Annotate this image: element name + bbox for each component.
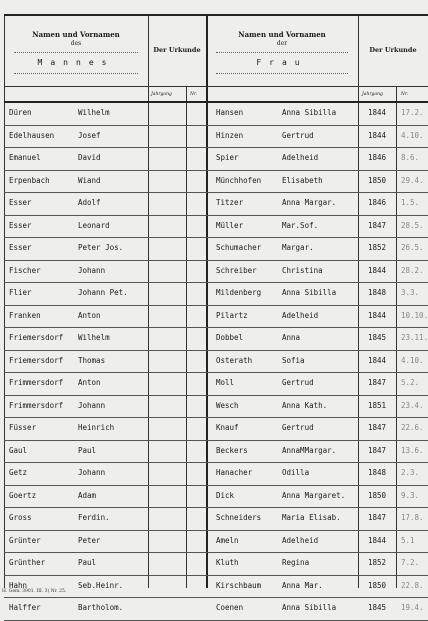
- table-row: [0, 508, 428, 531]
- record-year: 1847: [368, 423, 387, 432]
- female-surname: Wesch: [216, 400, 239, 410]
- table-row: [0, 553, 428, 576]
- female-given-name: Gertrud: [282, 130, 314, 140]
- table-row: [0, 103, 428, 126]
- nr-label-right: Nr.: [401, 92, 409, 97]
- male-given-name: Anton: [78, 378, 101, 387]
- male-surname: Esser: [9, 243, 32, 252]
- record-date: 10.10.: [401, 310, 428, 320]
- male-surname: Esser: [9, 198, 32, 207]
- table-row: [0, 531, 428, 554]
- record-year: 1850: [368, 490, 387, 500]
- female-given-name: Gertrud: [282, 378, 314, 387]
- female-header-title: Namen und Vornamen: [238, 30, 326, 39]
- female-surname: Hansen: [216, 108, 244, 117]
- male-header-title: Namen und Vornamen: [32, 30, 120, 39]
- nr-label-left: Nr.: [190, 92, 198, 97]
- record-year: 1844: [368, 265, 387, 275]
- record-date: 26.5.: [401, 243, 424, 252]
- table-row: [0, 261, 428, 284]
- male-surname: Erpenbach: [9, 175, 50, 185]
- record-year: 1847: [368, 378, 387, 387]
- female-given-name: Adelheid: [282, 535, 319, 545]
- female-given-name: Gertrud: [282, 423, 314, 432]
- male-given-name: Ferdin.: [78, 513, 110, 522]
- female-given-name: Adelheid: [282, 153, 319, 162]
- male-surname: Goertz: [9, 490, 37, 500]
- male-surname: Getz: [9, 468, 28, 477]
- record-date: 28.5.: [401, 220, 424, 230]
- female-given-name: Margar.: [282, 243, 314, 252]
- female-header-word: Frau: [256, 58, 308, 67]
- male-given-name: Paul: [78, 445, 97, 455]
- male-given-name: Johann: [78, 265, 106, 275]
- male-given-name: Adolf: [78, 198, 101, 207]
- table-row: [0, 373, 428, 396]
- record-year: 1850: [368, 580, 387, 590]
- male-given-name: Paul: [78, 558, 97, 567]
- record-year: 1848: [368, 468, 387, 477]
- record-date: 23.11.: [401, 333, 428, 342]
- female-surname: Osterath: [216, 355, 253, 365]
- table-row: [0, 463, 428, 486]
- top-rule: [4, 14, 428, 16]
- record-year: 1850: [368, 175, 387, 185]
- table-row: [0, 171, 428, 194]
- table-row: [0, 193, 428, 216]
- record-year: 1847: [368, 220, 387, 230]
- record-date: 28.2.: [401, 265, 424, 275]
- dotted-line: [14, 73, 138, 74]
- male-surname: Halffer: [9, 603, 41, 612]
- female-surname: Spier: [216, 153, 239, 162]
- female-surname: Kirschbaum: [216, 580, 262, 590]
- table-row: [0, 148, 428, 171]
- male-given-name: Wilhelm: [78, 108, 110, 117]
- male-surname: Edelhausen: [9, 130, 55, 140]
- female-surname: Coenen: [216, 603, 244, 612]
- female-given-name: Anna Mar.: [282, 580, 323, 590]
- female-surname: Schreiber: [216, 265, 257, 275]
- female-surname: Pilartz: [216, 310, 248, 320]
- male-surname: Emanuel: [9, 153, 41, 162]
- male-surname: Fischer: [9, 265, 41, 275]
- male-given-name: Johann: [78, 468, 106, 477]
- record-date: 1.5.: [401, 198, 420, 207]
- male-given-name: Peter: [78, 535, 101, 545]
- urkunde-header-left: Der Urkunde: [153, 46, 201, 54]
- urkunde-header-right: Der Urkunde: [369, 46, 417, 54]
- male-given-name: Josef: [78, 130, 101, 140]
- record-date: 2.3.: [401, 468, 420, 477]
- female-given-name: Regina: [282, 558, 310, 567]
- female-given-name: Anna Sibilla: [282, 108, 337, 117]
- female-surname: Schneiders: [216, 513, 262, 522]
- male-given-name: Thomas: [78, 355, 106, 365]
- female-given-name: Elisabeth: [282, 175, 323, 185]
- female-surname: Moll: [216, 378, 235, 387]
- male-surname: Grünther: [9, 558, 46, 567]
- record-year: 1847: [368, 513, 387, 522]
- male-header-des: des: [70, 40, 82, 47]
- male-given-name: David: [78, 153, 101, 162]
- record-date: 13.6.: [401, 445, 424, 455]
- record-year: 1844: [368, 130, 387, 140]
- female-given-name: Sofia: [282, 355, 305, 365]
- male-surname: Grünter: [9, 535, 41, 545]
- record-date: 8.6.: [401, 153, 420, 162]
- female-surname: Knauf: [216, 423, 239, 432]
- male-surname: Frimmersdorf: [9, 400, 64, 410]
- record-year: 1845: [368, 333, 387, 342]
- dotted-line: [216, 52, 348, 53]
- female-surname: Beckers: [216, 445, 248, 455]
- female-surname: Hanacher: [216, 468, 253, 477]
- male-surname: Friemersdorf: [9, 333, 64, 342]
- female-given-name: Anna: [282, 333, 301, 342]
- table-row: [0, 283, 428, 306]
- table-row: [0, 576, 428, 599]
- female-surname: Kluth: [216, 558, 239, 567]
- record-year: 1852: [368, 558, 387, 567]
- table-row: [0, 238, 428, 261]
- female-header-der: der: [276, 40, 288, 47]
- register-table: [0, 103, 428, 621]
- female-surname: Schumacher: [216, 243, 262, 252]
- female-surname: Dobbel: [216, 333, 244, 342]
- record-year: 1852: [368, 243, 387, 252]
- table-row: [0, 351, 428, 374]
- male-given-name: Seb.Heinr.: [78, 580, 124, 590]
- table-row: [0, 216, 428, 239]
- table-row: [0, 396, 428, 419]
- dotted-line: [216, 73, 348, 74]
- male-surname: Frimmersdorf: [9, 378, 64, 387]
- female-given-name: Anna Kath.: [282, 400, 328, 410]
- record-year: 1844: [368, 108, 387, 117]
- record-year: 1844: [368, 535, 387, 545]
- male-surname: Hahn: [9, 580, 28, 590]
- female-given-name: Anna Sibilla: [282, 288, 337, 297]
- record-date: 23.4.: [401, 400, 424, 410]
- table-row: [0, 306, 428, 329]
- row-rule: [4, 620, 428, 621]
- table-row: [0, 328, 428, 351]
- male-given-name: Adam: [78, 490, 97, 500]
- jahrgang-label-right: Jahrgang: [362, 92, 383, 97]
- female-given-name: Anna Margaret.: [282, 490, 346, 500]
- male-surname: Gross: [9, 513, 32, 522]
- male-given-name: Anton: [78, 310, 101, 320]
- male-surname: Gaul: [9, 445, 28, 455]
- header-rule: [4, 86, 428, 87]
- dotted-line: [14, 52, 138, 53]
- male-surname: Flier: [9, 288, 32, 297]
- record-date: 19.4.: [401, 603, 424, 612]
- form-number: H. Gem. 3901. III. 3) Nr. 25.: [2, 589, 67, 594]
- table-row: [0, 418, 428, 441]
- male-given-name: Wilhelm: [78, 333, 110, 342]
- female-surname: Hinzen: [216, 130, 244, 140]
- female-surname: Dick: [216, 490, 235, 500]
- record-year: 1846: [368, 198, 387, 207]
- record-year: 1847: [368, 445, 387, 455]
- male-surname: Franken: [9, 310, 41, 320]
- record-date: 4.10.: [401, 355, 424, 365]
- female-given-name: Mar.Sof.: [282, 220, 319, 230]
- record-date: 5.1: [401, 535, 415, 545]
- jahrgang-label-left: Jahrgang: [151, 92, 172, 97]
- record-date: 29.4.: [401, 175, 424, 185]
- female-surname: Münchhofen: [216, 175, 262, 185]
- record-year: 1851: [368, 400, 387, 410]
- record-year: 1848: [368, 288, 387, 297]
- table-row: [0, 126, 428, 149]
- female-given-name: Adelheid: [282, 310, 319, 320]
- record-date: 7.2.: [401, 558, 420, 567]
- record-date: 4.10.: [401, 130, 424, 140]
- female-given-name: Anna Margar.: [282, 198, 337, 207]
- male-given-name: Leonard: [78, 220, 110, 230]
- male-given-name: Wiand: [78, 175, 101, 185]
- male-surname: Esser: [9, 220, 32, 230]
- female-surname: Müller: [216, 220, 244, 230]
- record-year: 1846: [368, 153, 387, 162]
- male-surname: Füsser: [9, 423, 37, 432]
- male-given-name: Peter Jos.: [78, 243, 124, 252]
- male-given-name: Johann Pet.: [78, 288, 128, 297]
- record-year: 1844: [368, 355, 387, 365]
- table-row: [0, 598, 428, 621]
- female-surname: Titzer: [216, 198, 244, 207]
- female-given-name: Maria Elisab.: [282, 513, 341, 522]
- record-date: 9.3.: [401, 490, 420, 500]
- female-given-name: AnnaMMargar.: [282, 445, 337, 455]
- male-surname: Friemersdorf: [9, 355, 64, 365]
- record-date: 5.2.: [401, 378, 420, 387]
- record-date: 22.6.: [401, 423, 424, 432]
- record-date: 22.8.: [401, 580, 424, 590]
- female-surname: Mildenberg: [216, 288, 262, 297]
- female-surname: Ameln: [216, 535, 239, 545]
- male-given-name: Heinrich: [78, 423, 115, 432]
- male-given-name: Bartholom.: [78, 603, 124, 612]
- male-given-name: Johann: [78, 400, 106, 410]
- female-given-name: Anna Sibilla: [282, 603, 337, 612]
- table-row: [0, 486, 428, 509]
- record-year: 1845: [368, 603, 387, 612]
- male-surname: Düren: [9, 108, 32, 117]
- record-date: 17.8.: [401, 513, 424, 522]
- female-given-name: Odilla: [282, 468, 310, 477]
- record-date: 17.2.: [401, 108, 424, 117]
- record-year: 1844: [368, 310, 387, 320]
- male-header-word: Mannes: [37, 58, 115, 67]
- record-date: 3.3.: [401, 288, 420, 297]
- female-given-name: Christina: [282, 265, 323, 275]
- table-row: [0, 441, 428, 464]
